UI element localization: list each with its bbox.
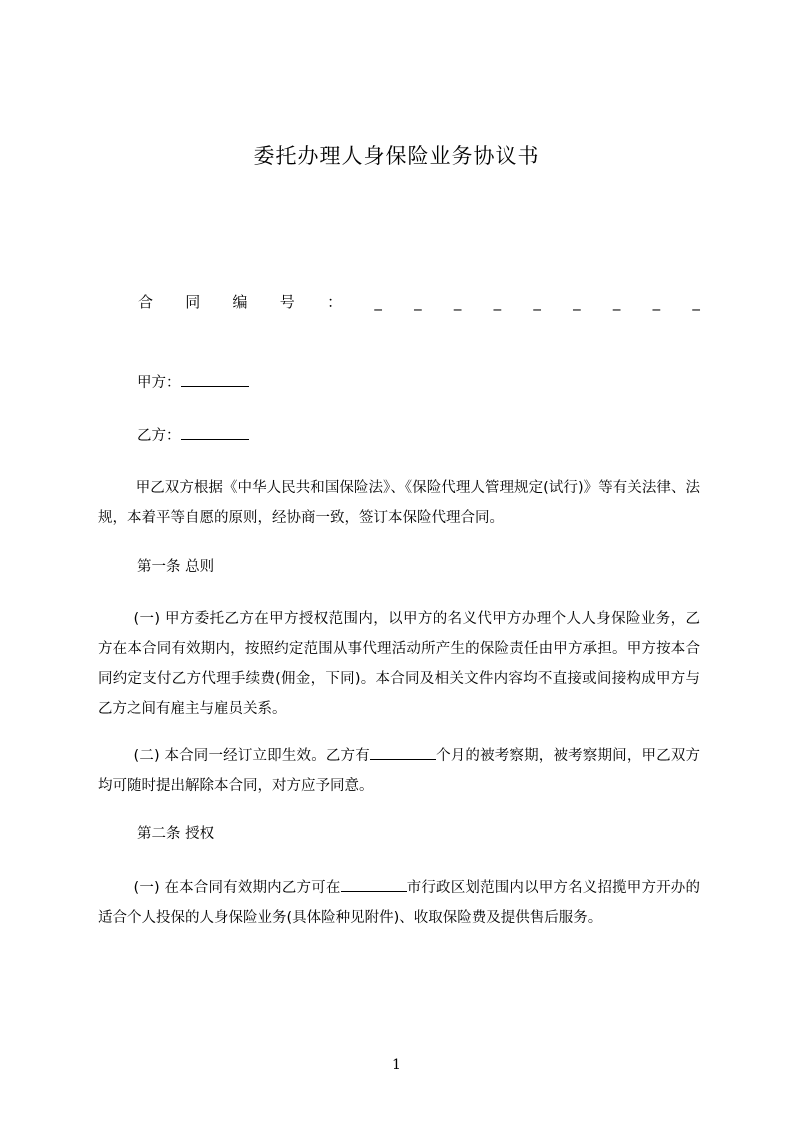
contract-number-char: 编 <box>232 293 248 311</box>
document-title: 委托办理人身保险业务协议书 <box>253 144 540 168</box>
contract-number-char: 合 <box>138 293 154 311</box>
clause-text: 市行政区划范围内以甲方名义招揽甲方开办的适合个人投保的人身保险业务(具体险种见附件)、收取保险费及提供售后服务。 <box>98 880 700 926</box>
contract-number-blank: _ <box>493 293 502 311</box>
contract-number-blank: _ <box>612 293 621 311</box>
clause-text: 个月的被考察期，被考察期间，甲乙双方均可随时提出解除本合同，对方应予同意。 <box>98 748 701 794</box>
clause-text: (一) 在本合同有效期内乙方可在 <box>133 880 341 896</box>
contract-number-blank: _ <box>414 293 422 311</box>
contract-number-blank: _ <box>573 293 581 311</box>
preamble-paragraph: 甲乙双方根据《中华人民共和国保险法》、《保险代理人管理规定(试行)》等有关法律、法规，本着平等自愿的原则，经协商一致，签订本保险代理合同。 <box>98 480 700 526</box>
party-b-blank <box>181 424 249 440</box>
clause-text: (二) 本合同一经订立即生效。乙方有 <box>133 748 370 764</box>
contract-number-line <box>138 290 700 314</box>
party-a-line <box>137 371 249 395</box>
article-1-clause-1: (一) 甲方委托乙方在甲方授权范围内，以甲方的名义代甲方办理个人人身保险业务，乙方在本合同有效期内，按照约定范围从事代理活动所产生的保险责任由甲方承担。甲方按本合同约定支付乙方代理手续费(佣金，下同)。本合同及相关文件内容均不直接或间接构成甲方与乙方之间有雇主与雇员关系。 <box>98 611 700 717</box>
article-2-heading: 第二条 授权 <box>137 826 215 842</box>
article-1-heading: 第一条 总则 <box>137 559 215 575</box>
contract-number-char: 号 <box>279 293 295 311</box>
article-2-clause-1 <box>98 873 700 933</box>
contract-number-blank: _ <box>374 293 382 311</box>
party-b-line <box>137 424 249 448</box>
page-number: 1 <box>392 1057 401 1073</box>
contract-number-char: ： <box>327 293 343 311</box>
contract-number-blank: _ <box>652 293 661 311</box>
probation-months-blank <box>370 744 436 760</box>
contract-number-char: 同 <box>185 293 201 311</box>
party-a-blank <box>181 371 249 387</box>
contract-number-blank: _ <box>692 293 700 311</box>
contract-number-blank: _ <box>453 293 462 311</box>
contract-number-blank: _ <box>533 293 541 311</box>
party-b-label: 乙方： <box>137 428 181 444</box>
city-blank <box>341 876 407 892</box>
article-1-clause-2 <box>98 741 700 801</box>
party-a-label: 甲方： <box>137 375 181 391</box>
